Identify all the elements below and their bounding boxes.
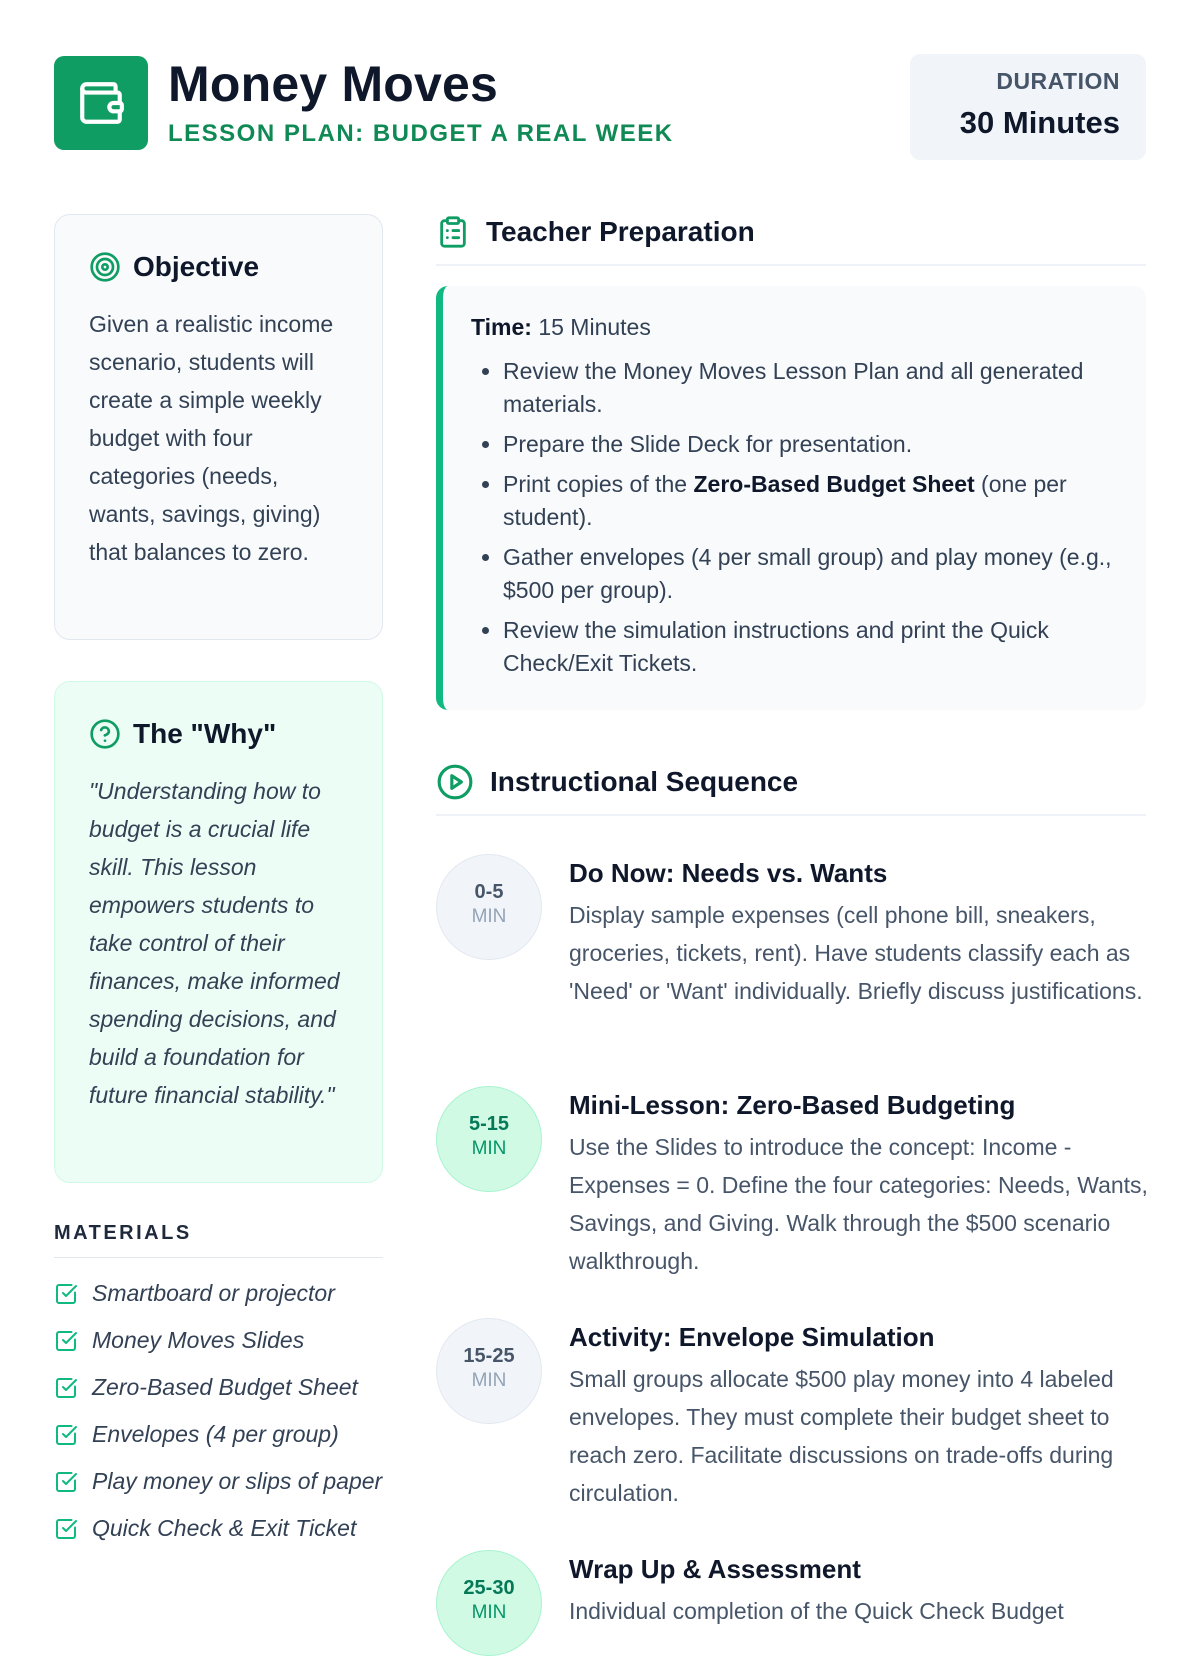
prep-item-bold: Zero-Based Budget Sheet (693, 471, 975, 497)
list-item (503, 428, 1118, 461)
prep-box (436, 286, 1146, 710)
sequence-section-header (436, 760, 1146, 816)
time-badge (436, 1550, 542, 1656)
prep-time-value: 15 Minutes (531, 314, 651, 340)
time-unit: MIN (471, 1138, 507, 1159)
why-quote: "Understanding how to budget is a crucial life skill. This lesson empowers students to take control of their finances, make informed spending decisions, and build a foundation for future financial stability." (89, 778, 340, 1108)
objective-card (54, 214, 383, 640)
duration-value: 30 Minutes (959, 105, 1120, 140)
list-item (503, 614, 1118, 680)
check-square-icon (54, 1282, 78, 1306)
prep-time-label: Time: (471, 314, 532, 340)
step-text: Use the Slides to introduce the concept: Income - Expenses = 0. Define the four categories: Needs, Wants, Savings, and Giving. Walk through the $500 scenario walkthrough. (569, 1134, 1148, 1274)
clipboard-list-icon (436, 213, 470, 251)
material-label: Envelopes (4 per group) (92, 1421, 339, 1447)
why-card (54, 681, 383, 1183)
check-square-icon (54, 1376, 78, 1400)
prep-section-header (436, 210, 1146, 266)
page-subtitle: LESSON PLAN: BUDGET A REAL WEEK (168, 120, 674, 147)
play-circle-icon (436, 763, 474, 801)
step-title: Wrap Up & Assessment (569, 1554, 861, 1584)
material-label: Zero-Based Budget Sheet (92, 1374, 358, 1400)
list-item (54, 1417, 383, 1451)
materials-list (54, 1276, 383, 1545)
materials-section (54, 1222, 383, 1558)
step-text: Small groups allocate $500 play money into 4 labeled envelopes. They must complete their budget sheet to reach zero. Facilitate discussions on trade-offs during circulation. (569, 1366, 1114, 1506)
check-square-icon (54, 1423, 78, 1447)
wallet-icon (76, 78, 126, 128)
why-header (89, 718, 276, 750)
time-badge (436, 1318, 542, 1424)
objective-text: Given a realistic income scenario, students will create a simple weekly budget with four categories (needs, wants, savings, giving) that balances to zero. (89, 311, 334, 565)
check-square-icon (54, 1329, 78, 1353)
time-range: 25-30 (463, 1577, 515, 1599)
check-square-icon (54, 1517, 78, 1541)
list-item (503, 355, 1118, 421)
material-label: Quick Check & Exit Ticket (92, 1515, 357, 1541)
time-range: 5-15 (468, 1113, 510, 1135)
time-range: 15-25 (463, 1345, 515, 1367)
check-square-icon (54, 1470, 78, 1494)
duration-label: DURATION (996, 68, 1120, 94)
list-item (54, 1276, 383, 1310)
time-unit: MIN (471, 1370, 507, 1391)
objective-header (89, 251, 259, 283)
materials-title: MATERIALS (54, 1222, 383, 1258)
time-unit: MIN (471, 1602, 507, 1623)
prep-item-text: Review the Money Moves Lesson Plan and all generated materials. (503, 358, 1084, 417)
time-range: 0-5 (474, 881, 504, 903)
page-title: Money Moves (168, 56, 499, 112)
list-item (54, 1323, 383, 1357)
header (54, 54, 1146, 160)
step-text: Display sample expenses (cell phone bill, sneakers, groceries, tickets, rent). Have students classify each as 'Need' or 'Want' individually. Briefly discuss justifications. (569, 902, 1143, 1004)
time-badge (436, 1086, 542, 1192)
step-title: Do Now: Needs vs. Wants (569, 858, 888, 888)
material-label: Play money or slips of paper (92, 1468, 383, 1494)
list-item (54, 1464, 383, 1498)
list-item (54, 1370, 383, 1404)
step-title: Mini-Lesson: Zero-Based Budgeting (569, 1090, 1016, 1120)
why-title: The "Why" (133, 718, 277, 749)
material-label: Smartboard or projector (92, 1280, 335, 1306)
prep-time (471, 314, 1118, 341)
logo (54, 56, 148, 150)
list-item (503, 541, 1118, 607)
time-unit: MIN (471, 906, 507, 927)
list-item (54, 1511, 383, 1545)
time-badge (436, 854, 542, 960)
duration-badge (910, 54, 1146, 160)
prep-item-text: Gather envelopes (4 per small group) and play money (e.g., $500 per group). (503, 544, 1112, 603)
prep-item-text: Print copies of the (503, 471, 694, 497)
question-circle-icon (89, 718, 121, 750)
step-text: Individual completion of the Quick Check Budget (569, 1598, 1064, 1624)
prep-list (471, 355, 1118, 680)
material-label: Money Moves Slides (92, 1327, 305, 1353)
target-icon (89, 251, 121, 283)
sequence-title: Instructional Sequence (490, 766, 799, 797)
prep-item-text: (one per student). (503, 471, 1067, 530)
objective-title: Objective (133, 251, 260, 282)
prep-item-text: Review the simulation instructions and print the Quick Check/Exit Tickets. (503, 617, 1049, 676)
step-title: Activity: Envelope Simulation (569, 1322, 935, 1352)
prep-item-text: Prepare the Slide Deck for presentation. (503, 431, 913, 457)
prep-title: Teacher Preparation (486, 216, 755, 247)
list-item (503, 468, 1118, 534)
